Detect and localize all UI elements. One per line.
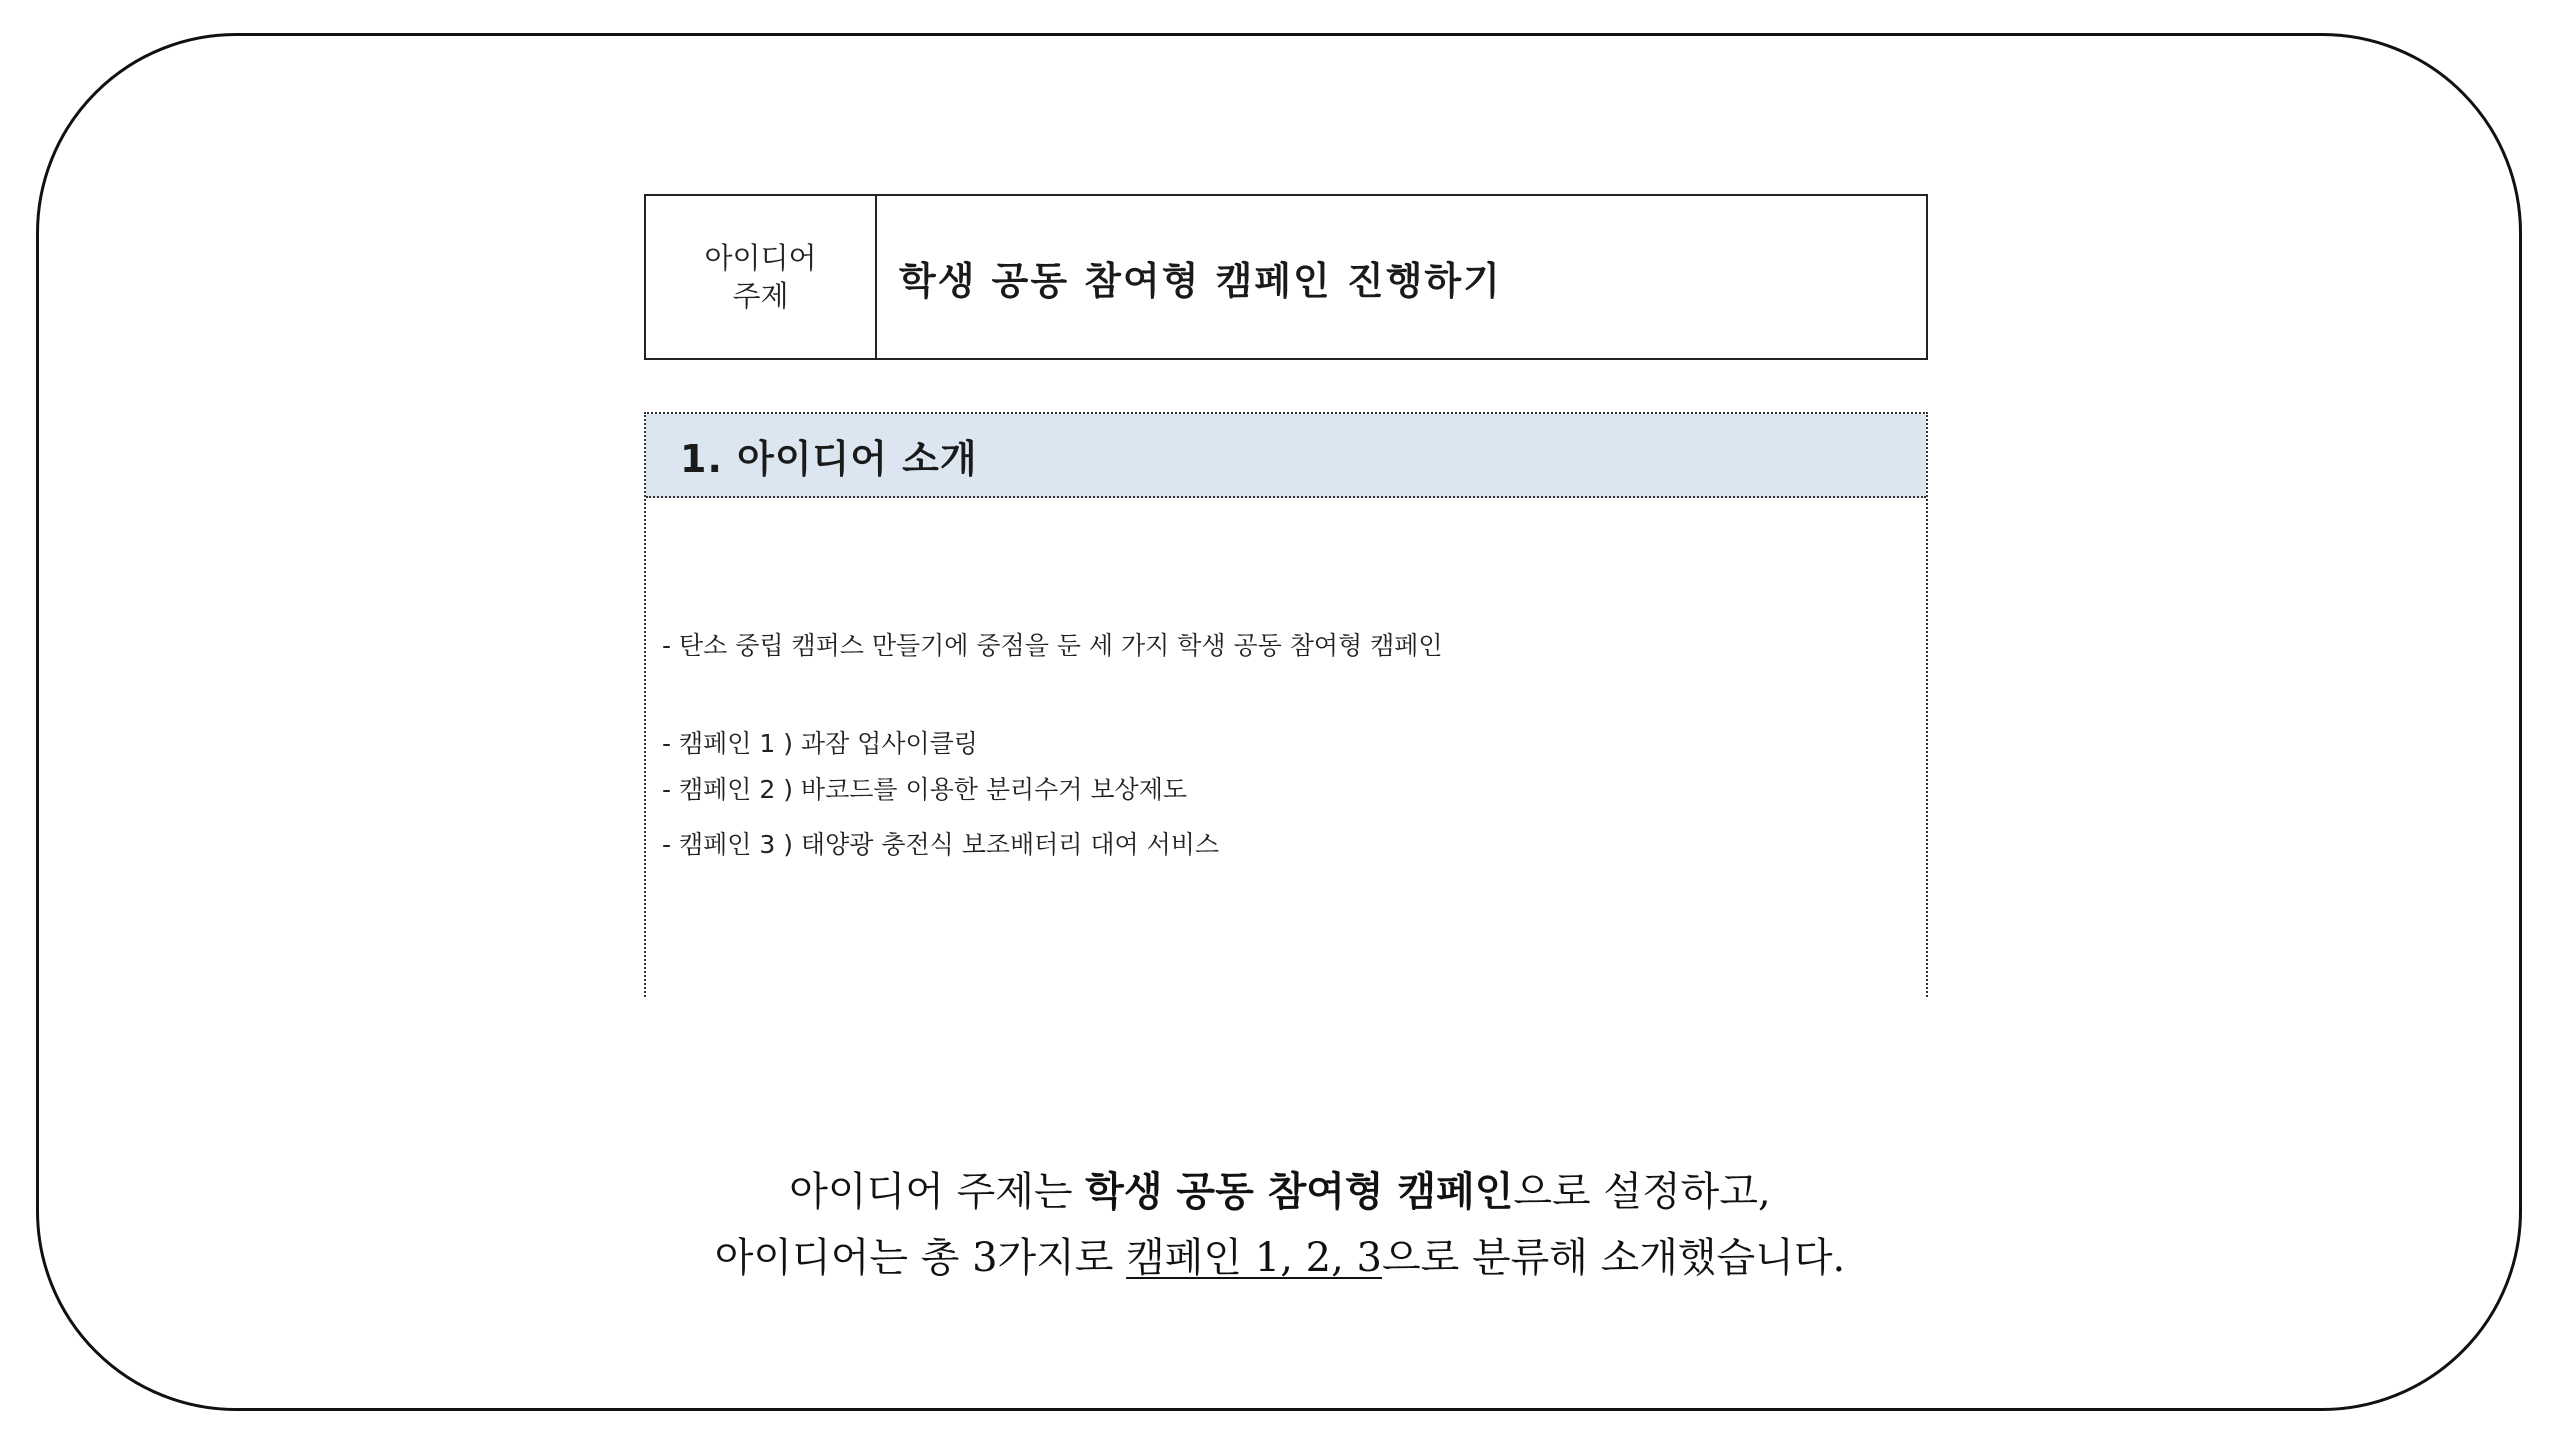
idea-topic-value: 학생 공동 참여형 캠페인 진행하기 (899, 258, 1502, 303)
idea-topic-table (644, 194, 1928, 360)
caption-line2-end: 으로 분류해 소개했습니다. (1382, 1235, 1846, 1281)
section-header: 1. 아이디어 소개 (646, 414, 1926, 498)
caption-line-1 (0, 1160, 2560, 1217)
caption-line1-bold: 학생 공동 참여형 캠페인 (1085, 1169, 1514, 1215)
bullet-summary: - 탄소 중립 캠퍼스 만들기에 중점을 둔 세 가지 학생 공동 참여형 캠페인 (662, 631, 1443, 660)
caption-line1-end: 으로 설정하고, (1513, 1169, 1771, 1215)
caption-line2-text: 아이디어는 총 3가지로 (714, 1235, 1127, 1281)
bullet-campaign-2: - 캠페인 2 ) 바코드를 이용한 분리수거 보상제도 (662, 775, 1188, 804)
bullet-campaign-3: - 캠페인 3 ) 태양광 충전식 보조배터리 대여 서비스 (662, 830, 1220, 859)
idea-topic-label (646, 196, 877, 358)
caption-line-2 (0, 1226, 2560, 1283)
idea-topic-label-line2: 주제 (732, 279, 789, 313)
caption-line1-text: 아이디어 주제는 (789, 1169, 1086, 1215)
bullet-campaign-1: - 캠페인 1 ) 과잠 업사이클링 (662, 729, 978, 758)
caption-line2-underlined: 캠페인 1, 2, 3 (1126, 1235, 1382, 1281)
idea-topic-label-line1: 아이디어 (704, 241, 817, 275)
idea-intro-section (644, 412, 1928, 997)
